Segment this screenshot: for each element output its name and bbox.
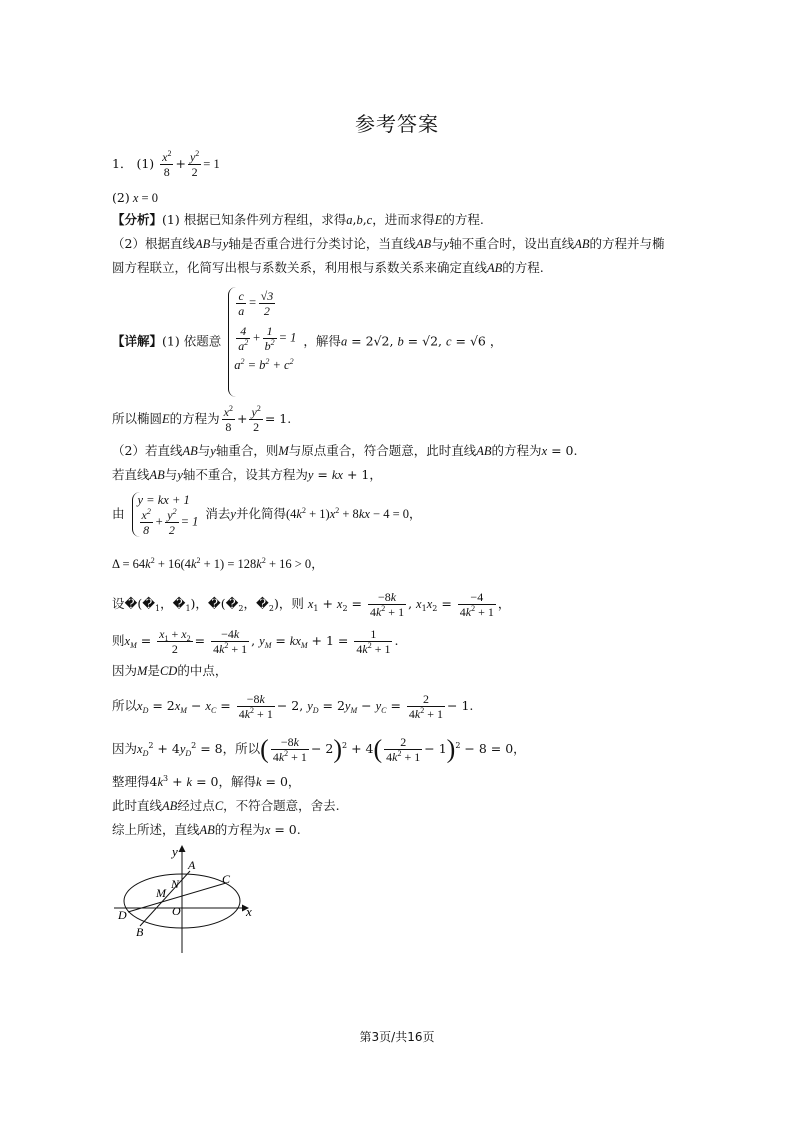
reject-case: 此时直线AB经过点C，不符合题意，舍去. (112, 798, 340, 813)
analysis-line-1: 【分析】(1) 根据已知条件列方程组，求得a,b,c，进而求得E的方程. (112, 212, 484, 227)
simplify-k: 整理得$4k^3 + k = 0$，解得k = 0， (112, 774, 301, 789)
vieta: 设$�(�_1$，$�_1$)，$�(�_2$，$�_2$)，则 $x_1 + x_2$ = $\frac{-8k}{4k^2 + 1}$ , $x_1x_2$ = $\frac{-4}{4k^2 + 1}$ ， (112, 590, 511, 619)
m-is-midpoint: 因为M是CD的中点， (112, 663, 228, 678)
svg-text:y: y (172, 844, 178, 859)
svg-text:N: N (171, 877, 180, 891)
page-title: 参考答案 (355, 112, 439, 136)
detail-line-1: 【详解】(1) 依题意 $\frac{c}{a}$ = $\frac{√3}{2}$ $\frac{4}{a^2}$ + $\frac{1}{b^2}$ = 1 $a^2 = b^2 + c^2$ ，解得a = 2√2, b = √2, c = √6 ， (112, 287, 502, 397)
svg-text:x: x (246, 904, 252, 919)
midpoint-m: 则$x_M$ = $\frac{x_1 + x_2}{2}$ = $\frac{-4k}{4k^2 + 1}$ , $y_M = kx_M + 1$ = $\frac{1}{4k^2 + 1}$ . (112, 627, 399, 656)
analysis-line-3: 圆方程联立，化简写出根与系数关系，利用根与系数关系来确定直线AB的方程. (112, 260, 544, 275)
substitute-system: 由 y = kx + 1 $\frac{x^2}{8}$ + $\frac{y^2}{2}$ = 1 消去y并化简得$(4k^2 + 1)x^2 + 8kx - 4 = 0$， (112, 493, 422, 537)
analysis-line-2: （2）根据直线AB与y轴是否重合进行分类讨论，当直线AB与y轴不重合时，设出直线AB的方程并与椭 (112, 236, 665, 251)
ellipse-diagram (110, 838, 270, 958)
svg-text:O: O (172, 904, 181, 918)
svg-text:B: B (136, 925, 144, 939)
ellipse-equation: 所以椭圆E的方程为 $\frac{x^2}{8}$ + $\frac{y^2}{2}$ = 1. (112, 404, 292, 434)
svg-text:A: A (188, 858, 196, 872)
case-1: （2）若直线AB与y轴重合，则M与原点重合，符合题意，此时直线AB的方程为x = 0. (112, 443, 578, 458)
svg-text:M: M (156, 886, 166, 900)
answer-1-part-1: 1． (1) $\frac{x^2}{8}$ + $\frac{y^2}{2}$ = 1 (112, 149, 220, 179)
svg-text:D: D (118, 908, 127, 922)
answer-1-part-2: (2) x = 0 (112, 190, 158, 205)
conclusion: 综上所述，直线AB的方程为x = 0. (112, 822, 301, 837)
discriminant: $\Delta = 64k^2 + 16(4k^2 + 1) = 128k^2 + 16 > 0$， (112, 556, 324, 571)
d-on-ellipse: 因为$x_D^2 + 4y_D^2 = 8$，所以( $\frac{-8k}{4k^2 + 1}$ − 2)$^2$ + 4( $\frac{2}{4k^2 + 1}$ − 1)$^2$ − 8 = 0， (112, 734, 526, 764)
svg-text:C: C (222, 872, 231, 886)
page-footer: 第3页/共16页 (359, 1030, 435, 1044)
point-d: 所以$x_D = 2x_M - x_C$ = $\frac{-8k}{4k^2 + 1}$ − 2, $y_D = 2y_M - y_C$ = $\frac{2}{4k^2 + 1}$ − 1. (112, 692, 474, 721)
case-2: 若直线AB与y轴不重合，设其方程为y = kx + 1， (112, 467, 382, 482)
